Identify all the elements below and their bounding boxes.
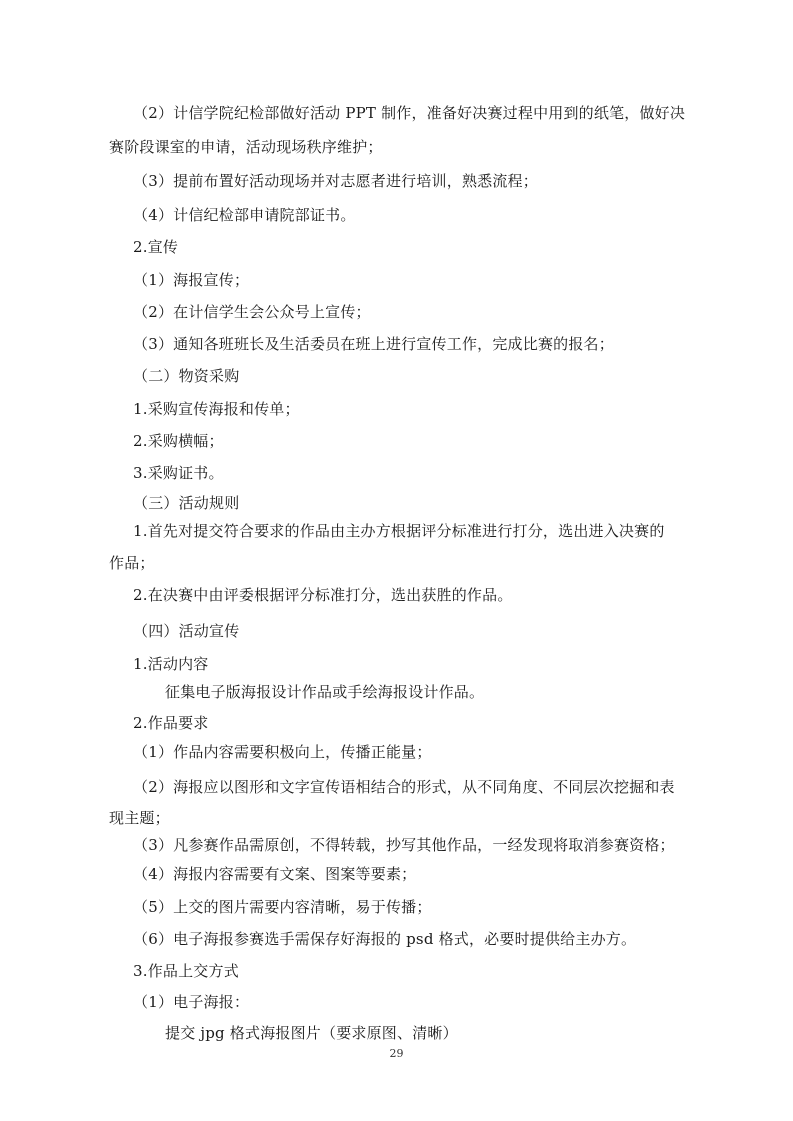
paragraph-line: 1.首先对提交符合要求的作品由主办方根据评分标准进行打分，选出进入决赛的 (133, 522, 665, 540)
section-heading: 2.宣传 (133, 238, 179, 256)
paragraph-line: 征集电子版海报设计作品或手绘海报设计作品。 (165, 683, 485, 701)
section-heading: （四）活动宣传 (133, 622, 240, 640)
paragraph-line: （6）电子海报参赛选手需保存好海报的 psd 格式，必要时提供给主办方。 (133, 930, 637, 948)
paragraph-line: （1）电子海报： (133, 993, 250, 1011)
section-heading: （三）活动规则 (133, 494, 240, 512)
paragraph-line: （2）计信学院纪检部做好活动 PPT 制作，准备好决赛过程中用到的纸笔，做好决 (133, 104, 686, 122)
paragraph-line: 提交 jpg 格式海报图片（要求原图、清晰） (165, 1024, 458, 1042)
paragraph-line: 2.在决赛中由评委根据评分标准打分，选出获胜的作品。 (133, 586, 513, 604)
section-heading: 1.活动内容 (133, 655, 209, 673)
paragraph-line: （2）在计信学生会公众号上宣传； (133, 303, 371, 321)
paragraph-line: （5）上交的图片需要内容清晰，易于传播； (133, 898, 432, 916)
page-number: 29 (389, 1047, 404, 1060)
paragraph-line: （1）海报宣传； (133, 271, 250, 289)
paragraph-line: 3.采购证书。 (133, 464, 224, 482)
paragraph-line: 2.采购横幅； (133, 432, 224, 450)
paragraph-line: （3）凡参赛作品需原创，不得转载，抄写其他作品，一经发现将取消参赛资格； (133, 836, 675, 854)
paragraph-line: （3）通知各班班长及生活委员在班上进行宣传工作，完成比赛的报名； (133, 335, 614, 353)
section-heading: 2.作品要求 (133, 714, 209, 732)
section-heading: 3.作品上交方式 (133, 962, 239, 980)
paragraph-line: （3）提前布置好活动现场并对志愿者进行培训，熟悉流程； (133, 172, 538, 190)
paragraph-line: 作品； (109, 554, 155, 572)
paragraph-line: （1）作品内容需要积极向上，传播正能量； (133, 743, 432, 761)
paragraph-line: 1.采购宣传海报和传单； (133, 400, 300, 418)
paragraph-line: （2）海报应以图形和文字宣传语相结合的形式，从不同角度、不同层次挖掘和表 (133, 778, 675, 796)
paragraph-line: （4）计信纪检部申请院部证书。 (133, 206, 356, 224)
paragraph-line: 现主题； (109, 809, 170, 827)
paragraph-line: （4）海报内容需要有文案、图案等要素； (133, 865, 417, 883)
section-heading: （二）物资采购 (133, 367, 240, 385)
paragraph-line: 赛阶段课室的申请，活动现场秩序维护； (109, 138, 383, 156)
